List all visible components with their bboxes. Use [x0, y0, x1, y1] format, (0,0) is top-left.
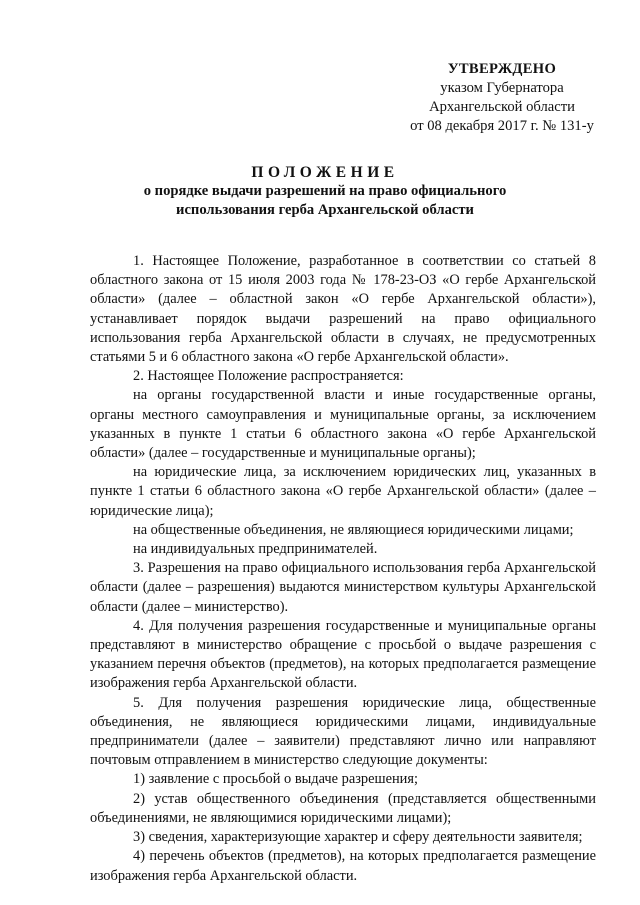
document-title: ПОЛОЖЕНИЕ [251, 164, 399, 181]
title-block [60, 163, 590, 220]
paragraph-5-item-1: 1) заявление с просьбой о выдаче разрешения; [133, 771, 418, 788]
approval-line-2: Архангельской области [429, 99, 575, 115]
approval-heading: УТВЕРЖДЕНО [447, 61, 557, 77]
document-subtitle-line-1: о порядке выдачи разрешений на право официального [143, 183, 507, 199]
approval-block [392, 60, 612, 136]
document-body [90, 252, 596, 886]
paragraph-2-item-3: на общественные объединения, не являющиеся юридическими лицами; [133, 521, 574, 538]
paragraph-2-item-4: на индивидуальных предпринимателей. [133, 541, 378, 558]
paragraph-4: 4. Для получения разрешения государственные и муниципальные органы представляют в министерство обращение с просьбой о выдаче разрешения с указанием перечня объектов (предметов), на которых предполагается размещение изображения герба Архангельской области. [90, 617, 596, 692]
paragraph-2-item-2: на юридические лица, за исключением юридических лиц, указанных в пункте 1 статьи 6 областного закона «О гербе Архангельской области» (далее – юридические лица); [90, 464, 596, 519]
paragraph-2-item-1: на органы государственной власти и иные государственные органы, органы местного самоуправления и муниципальные органы, за исключением указанных в пункте 1 статьи 6 областного закона «О гербе Архангельской области» (далее – государственные и муниципальные органы); [90, 387, 596, 462]
paragraph-2: 2. Настоящее Положение распространяется: [133, 368, 404, 385]
paragraph-5-item-3: 3) сведения, характеризующие характер и сферу деятельности заявителя; [133, 829, 583, 846]
approval-line-1: указом Губернатора [440, 80, 564, 96]
paragraph-5-item-4: 4) перечень объектов (предметов), на которых предполагается размещение изображения герба Архангельской области. [90, 848, 596, 884]
document-subtitle-line-2: использования герба Архангельской области [176, 202, 474, 218]
paragraph-3: 3. Разрешения на право официального использования герба Архангельской области (далее – разрешения) выдаются министерством культуры Архангельской области (далее – министерство). [90, 560, 596, 615]
paragraph-5: 5. Для получения разрешения юридические лица, общественные объединения, не являющиеся юридическими лицами, индивидуальные предприниматели (далее – заявители) представляют лично или направляют почтовым отправлением в министерство следующие документы: [90, 694, 596, 769]
approval-line-3: от 08 декабря 2017 г. № 131-у [410, 118, 594, 134]
paragraph-1: 1. Настоящее Положение, разработанное в соответствии со статьей 8 областного закона от 15 июля 2003 года № 178-23-ОЗ «О гербе Архангельской области» (далее – областной закон «О гербе Архангельской области»), устанавливает порядок выдачи разрешений на право официального использования герба Архангельской области в случаях, не предусмотренных статьями 5 и 6 областного закона «О гербе Архангельской области». [90, 253, 596, 366]
paragraph-5-item-2: 2) устав общественного объединения (представляется общественными объединениями, не являющимися юридическими лицами); [90, 790, 596, 826]
